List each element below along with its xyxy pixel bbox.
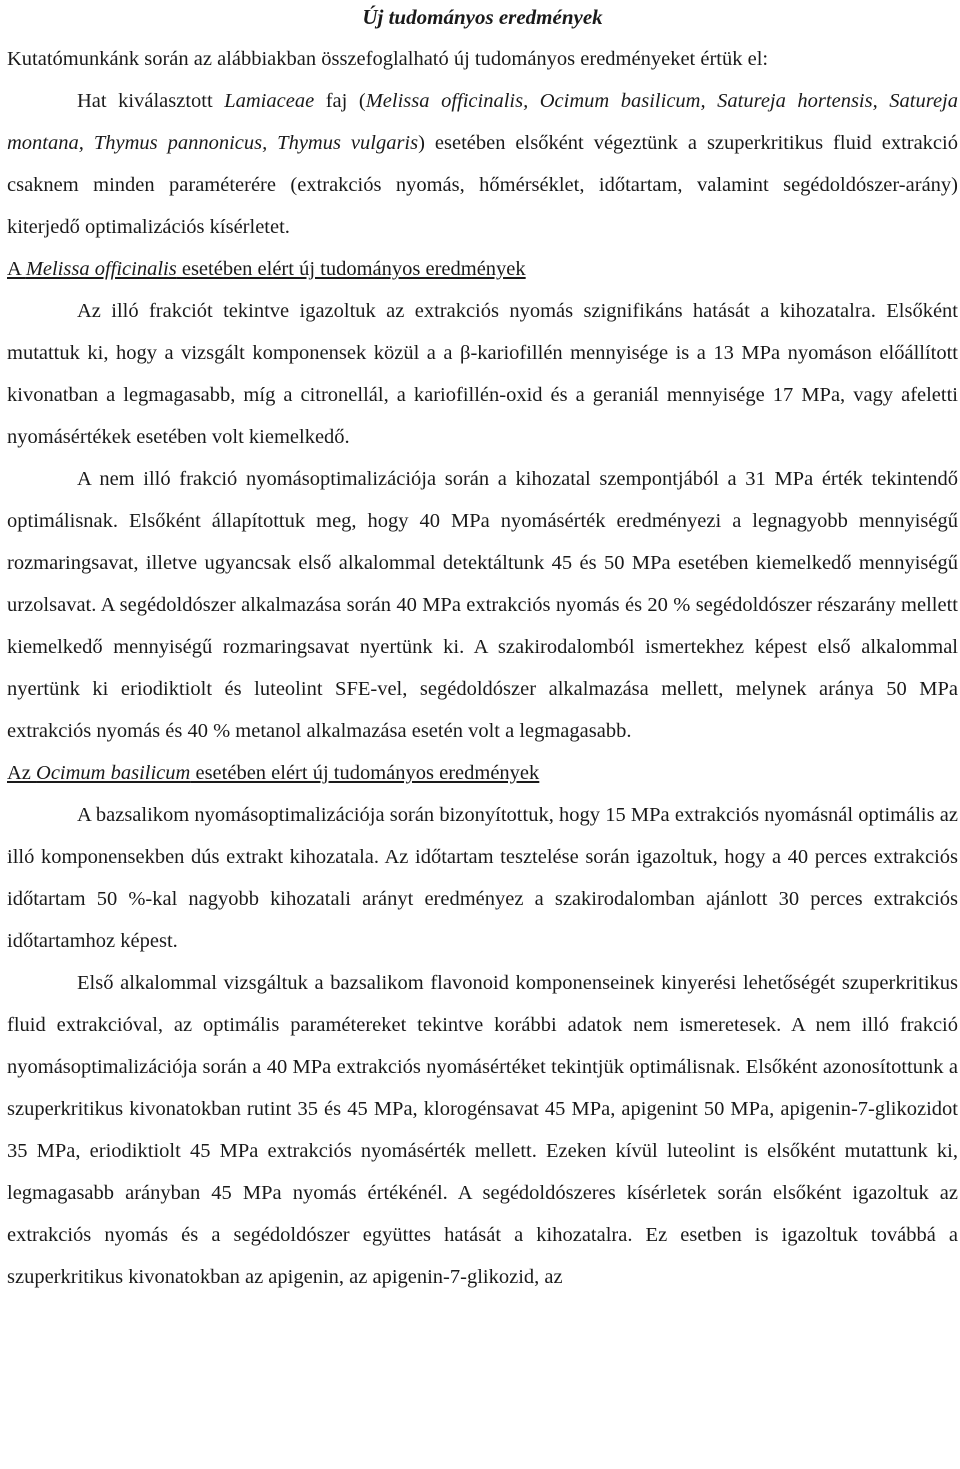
paragraph-melissa-volatile: Az illó frakciót tekintve igazoltuk az extrakciós nyomás szignifikáns hatását a kihozatalra. Elsőként mutattuk ki, hogy a vizsgált komponensek közül a a β-kariofillén mennyisége is a 13 MPa nyomáson előállított kivonatban a legmagasabb, míg a citronellál, a kariofillén-oxid és a geraniál mennyisége 17 MPa, vagy afeletti nyomásértékek esetében volt kiemelkedő. <box>7 300 958 448</box>
p1-text-a: Hat kiválasztott <box>77 90 225 112</box>
section-heading-ocimum <box>7 752 958 794</box>
p1-text-e: ) esetében elsőként végeztünk a szuperkritikus fluid extrakció csaknem minden paraméterére (extrakciós nyomás, hőmérséklet, időtartam, valamint segédoldószer-arány) kiterjedő optimalizációs kísérletet. <box>7 132 958 238</box>
paragraph-ocimum-flavonoid: Első alkalommal vizsgáltuk a bazsalikom flavonoid komponenseinek kinyerési lehetőségét szuperkritikus fluid extrakcióval, az optimális paramétereket tekintve korábbi adatok nem ismeretesek. A nem illó frakció nyomásoptimalizációja során a 40 MPa extrakciós nyomásértéket tekintjük optimálisnak. Elsőként azonosítottunk a szuperkritikus kivonatokban rutint 35 és 45 MPa, klorogénsavat 45 MPa, apigenint 50 MPa, apigenin-7-glikozidot 35 MPa, eriodiktiolt 45 MPa extrakciós nyomásérték mellett. Ezeken kívül luteolint is elsőként mutattunk ki, legmagasabb arányban 45 MPa nyomás értékénél. A segédoldószeres kísérletek során elsőként igazoltuk az extrakciós nyomás és a segédoldószer együttes hatását a kihozatalra. Ez esetben is igazoltuk továbbá a szuperkritikus kivonatokban az apigenin, az apigenin-7-glikozid, az <box>7 972 958 1288</box>
p1-species-list: Melissa officinalis, Ocimum basilicum, Satureja hortensis, Satureja montana, Thymus pannonicus, Thymus vulgaris <box>7 90 958 154</box>
paragraph-ocimum-pressure: A bazsalikom nyomásoptimalizációja során bizonyítottuk, hogy 15 MPa extrakciós nyomásnál optimális az illó komponensekben dús extrakt kihozatala. Az időtartam tesztelése során igazoltuk, hogy a 40 perces extrakciós időtartam 50 %-kal nagyobb kihozatali arányt eredményez a szakirodalomban ajánlott 30 perces extrakciós időtartamhoz képest. <box>7 804 958 952</box>
paragraph-melissa-nonvolatile: A nem illó frakció nyomásoptimalizációja során a kihozatal szempontjából a 31 MPa érték tekintendő optimálisnak. Elsőként állapítottuk meg, hogy 40 MPa nyomásérték eredményezi a legnagyobb mennyiségű rozmaringsavat, illetve ugyancsak első alkalommal detektáltunk 45 és 50 MPa esetében kiemelkedő mennyiségű urzolsavat. A segédoldószer alkalmazása során 40 MPa extrakciós nyomás és 20 % segédoldószer részarány mellett kiemelkedő mennyiségű rozmaringsavat nyertünk ki. A szakirodalomból ismertekhez képest első alkalommal nyertünk ki eriodiktiolt és luteolint SFE-vel, segédoldószer alkalmazása mellett, melynek aránya 50 MPa extrakciós nyomás és 40 % metanol alkalmazása esetén volt a legmagasabb. <box>7 468 958 742</box>
intro-paragraph: Kutatómunkánk során az alábbiakban összefoglalható új tudományos eredményeket értük el: <box>7 48 769 70</box>
document-page <box>7 0 958 1298</box>
h2-text-c: esetében elért új tudományos eredmények <box>190 762 540 784</box>
h2-species: Ocimum basilicum <box>36 762 191 784</box>
page-title: Új tudományos eredmények <box>362 5 603 29</box>
h1-species: Melissa officinalis <box>25 258 177 280</box>
section-heading-melissa <box>7 248 958 290</box>
p1-family-name: Lamiaceae <box>224 90 315 112</box>
paragraph-species <box>7 80 958 248</box>
p1-text-c: faj ( <box>314 90 366 112</box>
h1-text-a: A <box>7 258 26 280</box>
h1-text-c: esetében elért új tudományos eredmények <box>176 258 526 280</box>
h2-text-a: Az <box>7 762 37 784</box>
